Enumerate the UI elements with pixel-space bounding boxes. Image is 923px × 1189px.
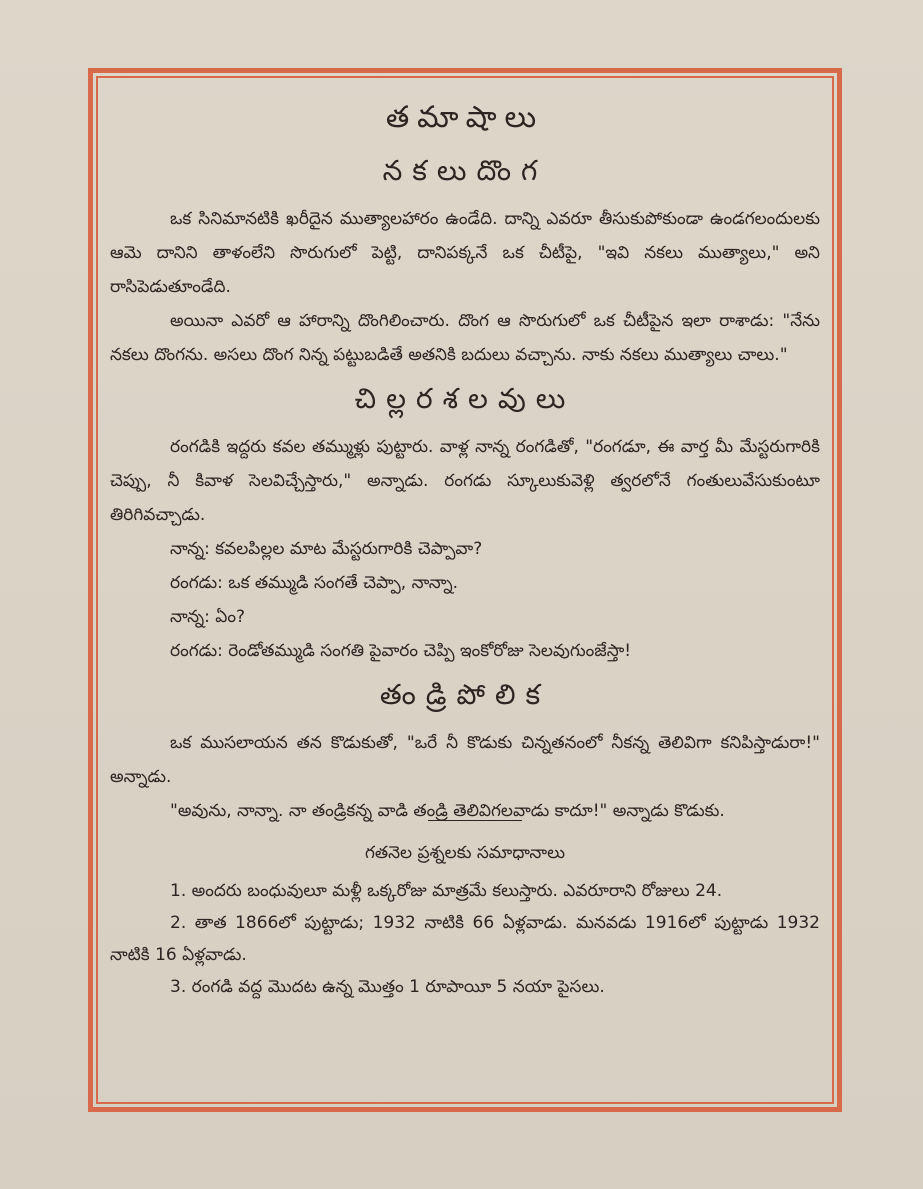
section-heading: నకలుదొంగ	[382, 154, 548, 187]
paragraph: ఒక సినిమానటికి ఖరీదైన ముత్యాలహారం ఉండేది. దాన్ని ఎవరూ తీసుకుపోకుండా ఉండగలందులకు ఆమె దానిని తాళంలేని సొరుగులో పెట్టి, దానిపక్కనే ఒక చీటీపై, "ఇవి నకలు ముత్యాలు," అని రాసిపెడుతూండేది.	[110, 209, 820, 297]
content	[110, 92, 820, 1003]
paragraph: రంగడికి ఇద్దరు కవల తమ్ముళ్లు పుట్టారు. వాళ్ల నాన్న రంగడితో, "రంగడూ, ఈ వార్త మీ మేస్టరుగారికి చెప్పు, నీ కివాళ సెలవిచ్చేస్తారు," అన్నాడు. రంగడు స్కూలుకువెళ్లి త్వరలోనే గంతులువేసుకుంటూ తిరిగివచ్చాడు.	[110, 437, 820, 525]
section-tandri-polika	[110, 678, 820, 821]
answers-section	[110, 843, 820, 1003]
paragraph: అయినా ఎవరో ఆ హారాన్ని దొంగిలించారు. దొంగ ఆ సొరుగులో ఒక చీటీపైన ఇలా రాశాడు: "నేను నకలు దొంగను. అసలు దొంగ నిన్న పట్టుబడితే అతనికి బదులు వచ్చాను. నాకు నకలు ముత్యాలు చాలు."	[110, 311, 820, 365]
paragraph: ఒక ముసలాయన తన కొడుకుతో, "ఒరే నీ కొడుకు చిన్నతనంలో నీకన్న తెలివిగా కనిపిస్తాడురా!" అన్నాడు.	[110, 733, 820, 787]
dialog-line: రంగడు: రెండోతమ్ముడి సంగతి పైవారం చెప్పి ఇంకోరోజు సెలవుగుంజేస్తా!	[170, 641, 632, 661]
paragraph: "అవును, నాన్నా. నా తండ్రికన్న వాడి తండ్రి తెలివిగలవాడు కాదూ!" అన్నాడు కొడుకు.	[170, 801, 725, 821]
answers-heading: గతనెల ప్రశ్నలకు సమాధానాలు	[364, 843, 566, 863]
page-title: తమాషాలు	[385, 100, 545, 135]
section-nakalu-donga	[110, 154, 820, 372]
section-chillara-selavulu	[110, 382, 820, 668]
dialog-line: నాన్న: కవలపిల్లల మాట మేస్టరుగారికి చెప్పావా?	[170, 539, 483, 559]
answer-item: 1. అందరు బంధువులూ మళ్లీ ఒక్కరోజు మాత్రమే కలుస్తారు. ఎవరూరాని రోజులు 24.	[170, 881, 723, 901]
answer-item: 3. రంగడి వద్ద మొదట ఉన్న మొత్తం 1 రూపాయీ 5 నయా పైసలు.	[170, 977, 605, 997]
dialog-line: నాన్న: ఏం?	[170, 607, 245, 627]
answer-item: 2. తాత 1866లో పుట్టాడు; 1932 నాటికి 66 ఏళ్లవాడు. మనవడు 1916లో పుట్టాడు 1932 నాటికి 16 ఏళ్లవాడు.	[110, 913, 820, 965]
section-heading: తండ్రిపోలిక	[379, 678, 551, 711]
dialog-line: రంగడు: ఒక తమ్ముడి సంగతే చెప్పా, నాన్నా.	[170, 573, 458, 593]
section-heading: చిల్లరశలవులు	[354, 382, 576, 415]
